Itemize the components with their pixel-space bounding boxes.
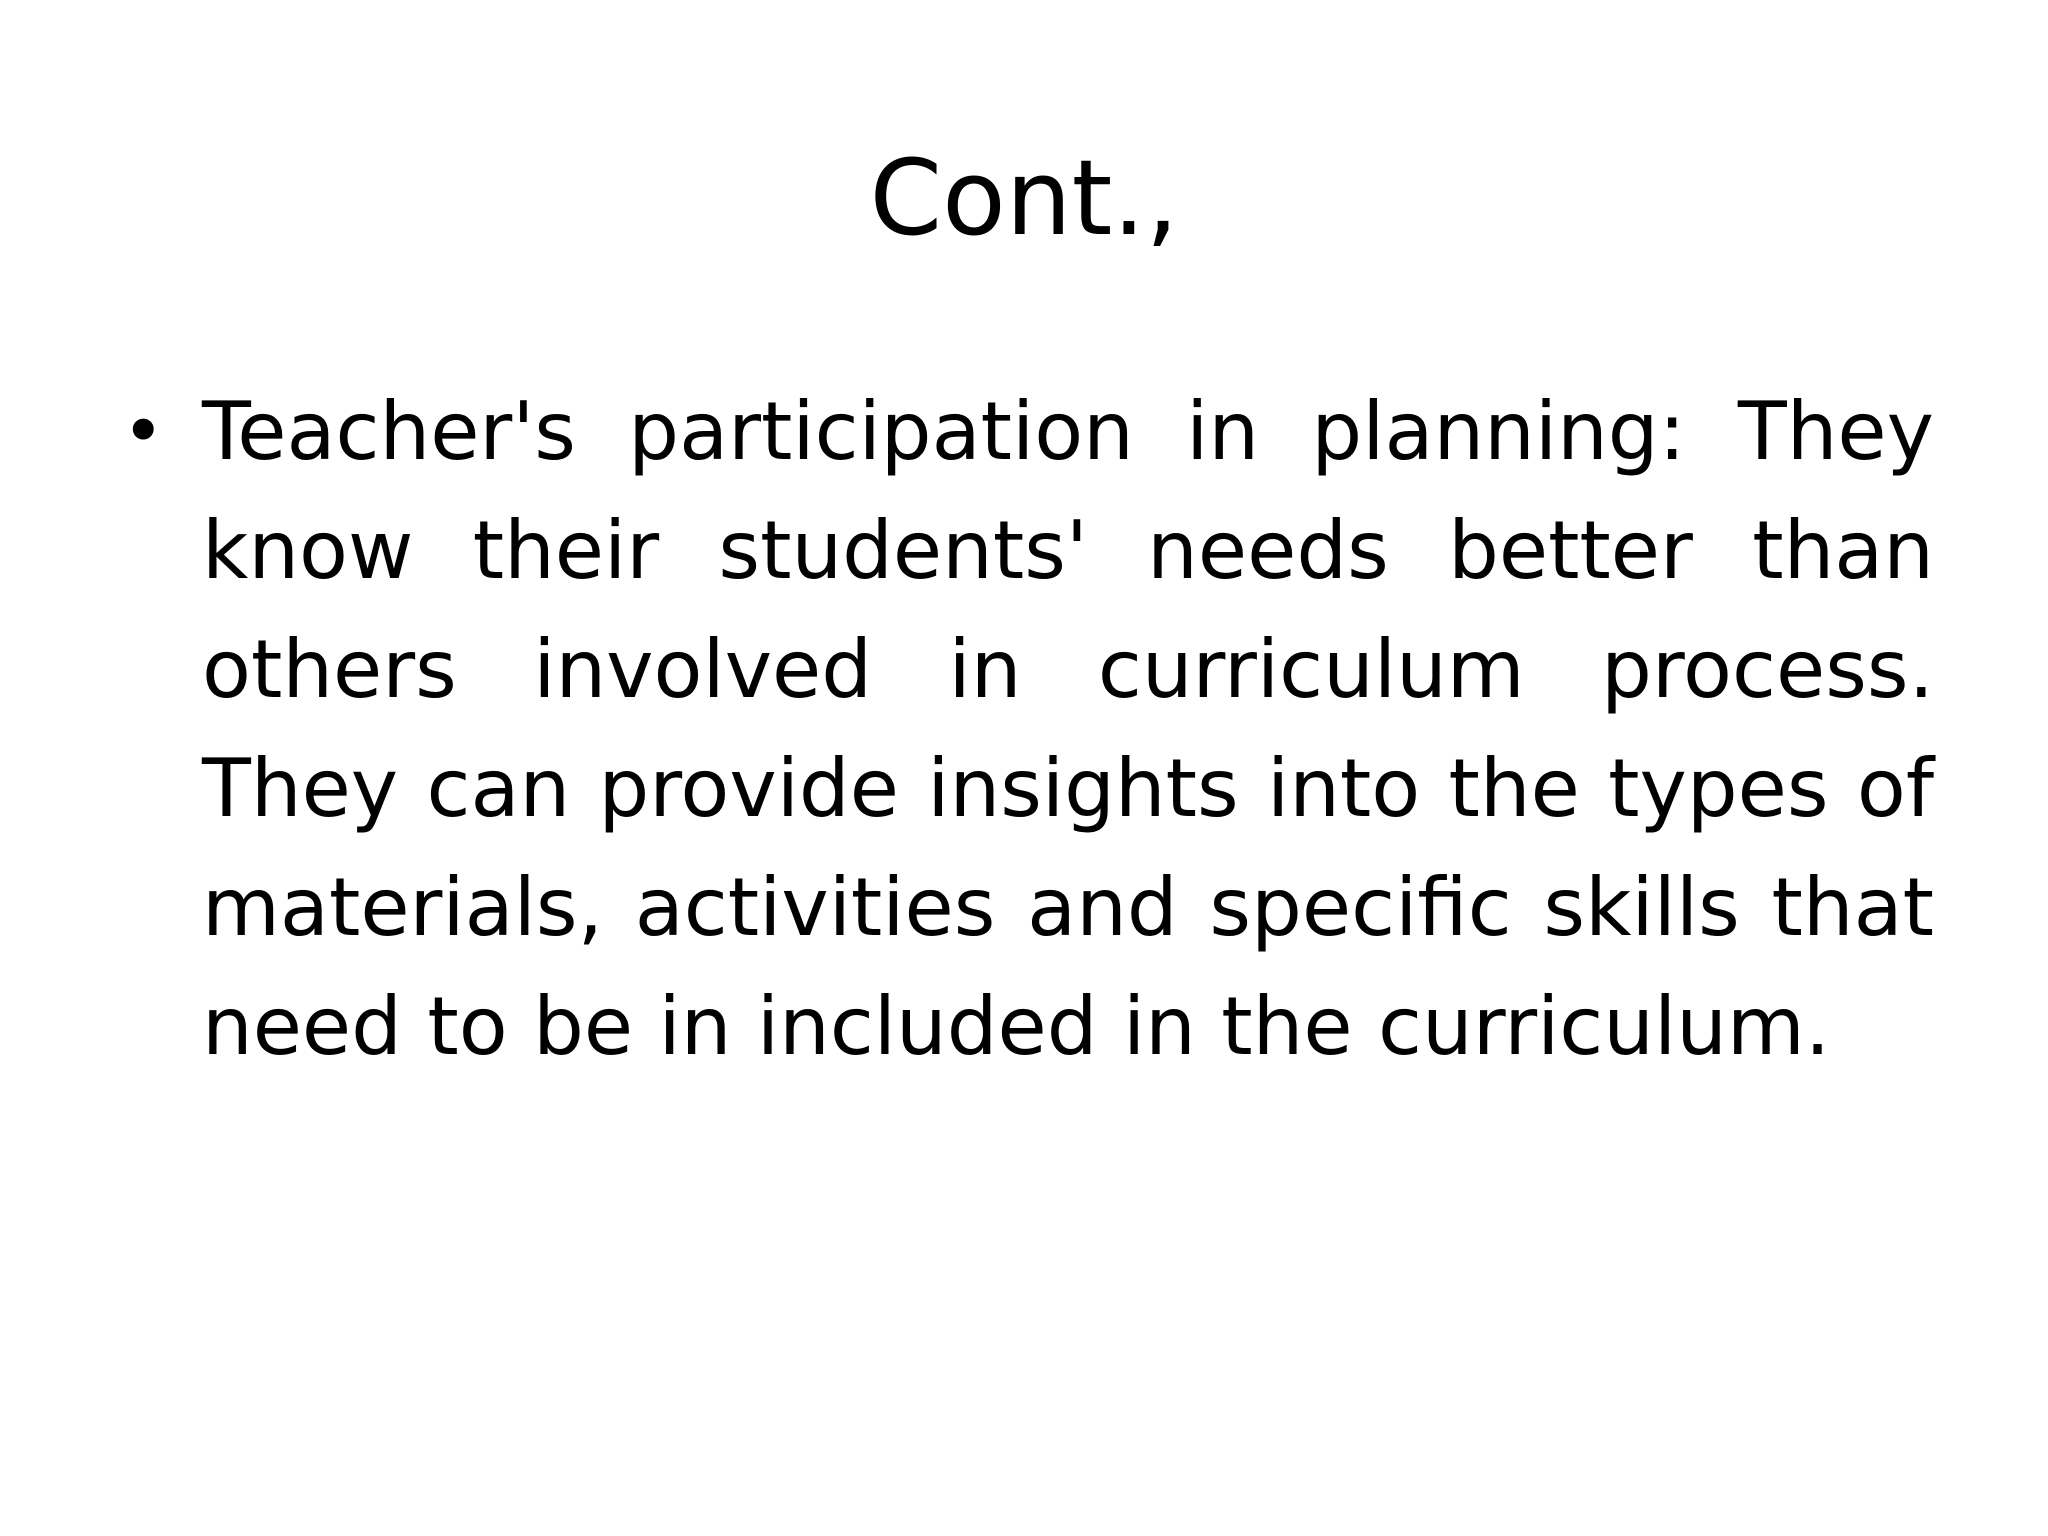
bullet-list [122,372,1934,1086]
bullet-text: Teacher's participation in planning: They know their students' needs better than others involved in curriculum process. They can provide insights into the types of materials, activities and specific skills that need to be in included in the curriculum. [202,385,1934,1073]
bullet-item [122,372,1934,1086]
slide-title: Cont., [869,137,1179,259]
bullet-marker: • [122,389,165,473]
